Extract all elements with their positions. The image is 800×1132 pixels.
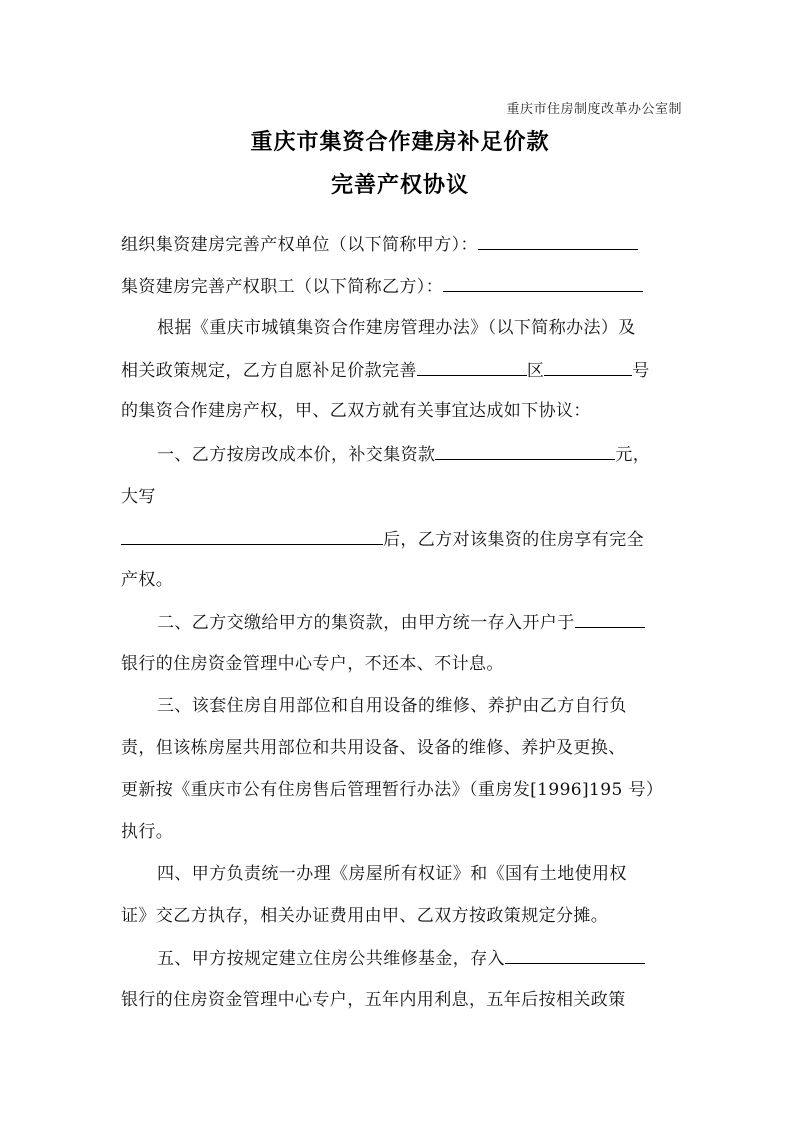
clause-3-line-4: 执行。	[121, 822, 174, 842]
party-b-line	[121, 274, 681, 299]
clause-5-line-2: 银行的住房资金管理中心专户，五年内用利息，五年后按相关政策	[121, 990, 626, 1010]
clause-1-line-3	[121, 527, 681, 552]
amount-words-blank[interactable]	[121, 527, 383, 545]
bank-blank[interactable]	[575, 610, 645, 628]
clause-2-line-1	[121, 610, 717, 635]
clause-1-line-3-text: 后，乙方对该集资的住房享有完全	[383, 530, 644, 550]
party-a-blank[interactable]	[478, 232, 638, 250]
party-a-line	[121, 232, 681, 257]
document-title-line-2: 完善产权协议	[330, 173, 469, 198]
party-a-label: 组织集资建房完善产权单位（以下简称甲方）：	[121, 235, 478, 255]
clause-4-line-1: 四、甲方负责统一办理《房屋所有权证》和《国有土地使用权	[157, 864, 627, 884]
clause-2-line-2: 银行的住房资金管理中心专户，不还本、不计息。	[121, 654, 504, 674]
clause-1-text: 一、乙方按房改成本价，补交集资款	[157, 445, 436, 465]
clause-1-line-1	[121, 442, 717, 467]
clause-1-line-2: 大写	[121, 487, 156, 507]
number-blank[interactable]	[544, 358, 632, 376]
number-suffix: 号	[632, 361, 650, 381]
clause-4-line-2: 证》交乙方执存，相关办证费用由甲、乙双方按政策规定分摊。	[121, 906, 609, 926]
clause-5-text: 五、甲方按规定建立住房公共维修基金，存入	[157, 949, 505, 969]
clause-3-line-3: 更新按《重庆市公有住房售后管理暂行办法》（重房发[1996]195 号）	[121, 780, 664, 800]
document-title-line-1: 重庆市集资合作建房补足价款	[250, 130, 550, 155]
clause-3-line-1: 三、该套住房自用部位和自用设备的维修、养护由乙方自行负	[157, 696, 627, 716]
party-b-blank[interactable]	[443, 274, 643, 292]
amount-unit: 元，	[615, 445, 651, 465]
clause-1-line-4: 产权。	[121, 570, 174, 590]
clause-3-line-2: 责，但该栋房屋共用部位和共用设备、设备的维修、养护及更换、	[121, 738, 626, 758]
header-note: 重庆市住房制度改革办公室制	[506, 102, 682, 117]
intro-line-2	[121, 358, 681, 383]
district-suffix: 区	[526, 361, 545, 381]
party-b-label: 集资建房完善产权职工（以下简称乙方）：	[121, 277, 444, 297]
intro-line-3: 的集资合作建房产权，甲、乙双方就有关事宜达成如下协议：	[121, 401, 591, 421]
district-blank[interactable]	[417, 358, 527, 376]
amount-blank[interactable]	[435, 442, 615, 460]
intro-line-2-text: 相关政策规定，乙方自愿补足价款完善	[121, 361, 417, 381]
clause-5-line-1	[121, 946, 717, 971]
fund-bank-blank[interactable]	[505, 946, 645, 964]
intro-line-1: 根据《重庆市城镇集资合作建房管理办法》（以下简称办法）及	[157, 318, 636, 338]
clause-2-text: 二、乙方交缴给甲方的集资款，由甲方统一存入开户于	[157, 613, 575, 633]
